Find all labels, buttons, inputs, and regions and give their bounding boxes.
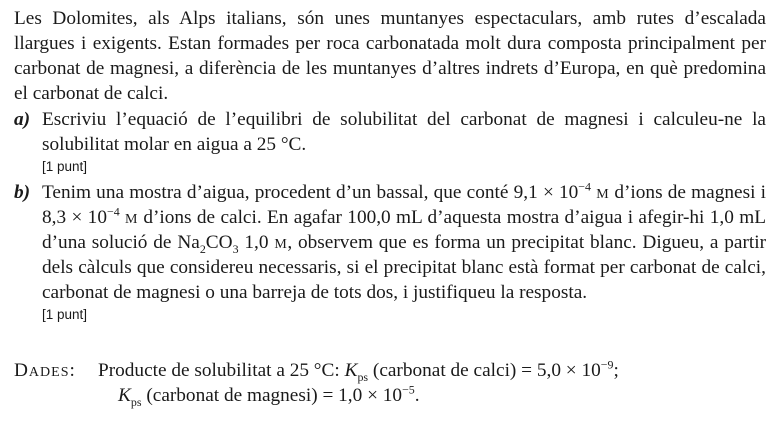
ksp-sub-2: ps	[130, 394, 142, 409]
data-l2-value: (carbonat de magnesi) = 1,0 × 10	[141, 385, 403, 406]
ksp-symbol-1: K	[344, 360, 358, 381]
qb-unit-1: m	[596, 182, 610, 203]
qb-sub-2: 3	[232, 241, 239, 256]
question-a	[14, 107, 766, 175]
data-line-1	[98, 358, 766, 383]
qb-text-5: 1,0	[238, 232, 275, 253]
data-label: Dades:	[14, 360, 76, 381]
qb-text-4: CO	[205, 232, 233, 253]
question-a-text: Escriviu l’equació de l’equilibri de solubilitat del carbonat de magnesi i calculeu-ne la solubilitat molar en aigua a 25 °C.	[42, 109, 766, 155]
data-l2-end: .	[414, 385, 420, 406]
qb-text-6: , observem que es forma un precipitat blanc. Digueu, a partir dels càlculs que considereu necessaris, si el precipitat blanc està format per carbonat de calci, carbonat de magnesi o una barreja de tots dos, i justifiqueu la resposta.	[42, 232, 767, 303]
intro-paragraph: Les Dolomites, als Alps italians, són unes muntanyes espectaculars, amb rutes d’escalada llargues i exigents. Estan formades per roca carbonatada molt dura composta principalment per carbonat de magnesi, a diferència de les muntanyes d’altres indrets d’Europa, en què predomina el carbonat de calci.	[14, 8, 766, 104]
question-b-text	[42, 180, 766, 305]
qb-text-2: d’ions de magnesi i 8,3 × 10	[42, 182, 766, 228]
data-line-2	[118, 383, 766, 408]
data-l1-end: ;	[613, 360, 619, 381]
data-l2-exp: −5	[402, 382, 415, 397]
data-l1-exp: −9	[600, 357, 614, 372]
qb-sub-1: 2	[199, 241, 206, 256]
qb-text-3: d’ions de calci. En agafar 100,0 mL d’aquesta mostra d’aigua i afegir-hi 1,0 mL d’una solució de Na	[42, 207, 766, 253]
qb-exp-1: −4	[578, 179, 592, 194]
ksp-sub-1: ps	[357, 369, 369, 384]
qb-unit-2: m	[125, 207, 138, 228]
question-b	[14, 180, 766, 323]
data-l1-value: (carbonat de calci) = 5,0 × 10	[368, 360, 601, 381]
question-a-marker: a)	[14, 109, 31, 130]
qb-text-1: Tenim una mostra d’aigua, procedent d’un bassal, que conté 9,1 × 10	[42, 182, 579, 203]
question-b-points: [1 punt]	[42, 307, 88, 322]
qb-unit-3: m	[274, 232, 288, 253]
data-section	[14, 358, 766, 408]
question-b-marker: b)	[14, 182, 31, 203]
question-a-points: [1 punt]	[42, 159, 88, 174]
data-l1-text: Producte de solubilitat a 25 °C:	[98, 360, 345, 381]
ksp-symbol-2: K	[118, 385, 131, 406]
qb-exp-2: −4	[106, 204, 120, 219]
